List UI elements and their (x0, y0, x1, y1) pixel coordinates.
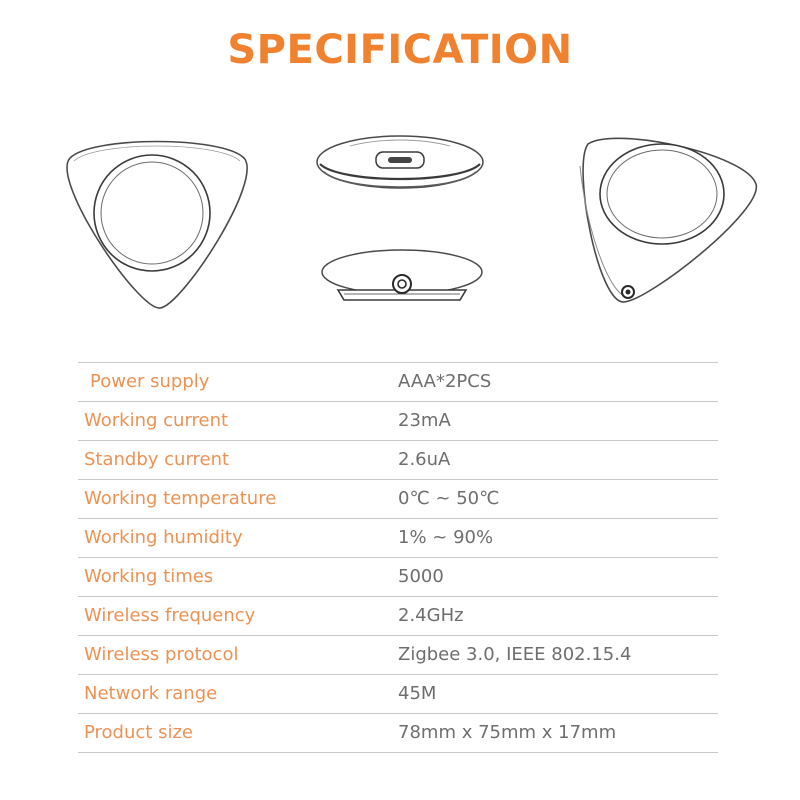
spec-label: Wireless frequency (84, 605, 256, 626)
spec-label: Network range (84, 683, 218, 704)
page-title: SPECIFICATION (227, 27, 573, 73)
device-angled-view (566, 126, 766, 310)
spec-label: Wireless protocol (84, 644, 239, 665)
spec-value: 45M (398, 683, 437, 704)
spec-value: 78mm x 75mm x 17mm (398, 722, 617, 743)
spec-label: Working temperature (84, 488, 277, 509)
spec-value: 0℃ ~ 50℃ (398, 488, 500, 509)
spec-value: 5000 (398, 566, 444, 587)
device-front-view (52, 128, 262, 318)
spec-row-working-current (78, 401, 718, 440)
spec-value: Zigbee 3.0, IEEE 802.15.4 (398, 644, 632, 665)
spec-value: 23mA (398, 410, 451, 431)
specification-table (78, 362, 718, 753)
spec-row-working-temperature (78, 479, 718, 518)
spec-row-standby-current (78, 440, 718, 479)
spec-label: Working current (84, 410, 229, 431)
spec-value: 2.4GHz (398, 605, 464, 626)
spec-value: AAA*2PCS (398, 371, 492, 392)
spec-label: Product size (84, 722, 193, 743)
device-side-view-button (314, 246, 490, 308)
spec-row-working-times (78, 557, 718, 596)
spec-label: Working humidity (84, 527, 243, 548)
device-side-view-switch (310, 132, 490, 198)
spec-row-wireless-protocol (78, 635, 718, 674)
spec-row-working-humidity (78, 518, 718, 557)
spec-row-power-supply (78, 362, 718, 401)
spec-row-product-size (78, 713, 718, 753)
spec-label: Working times (84, 566, 214, 587)
spec-label: Standby current (84, 449, 230, 470)
spec-row-wireless-frequency (78, 596, 718, 635)
spec-value: 1% ~ 90% (398, 527, 494, 548)
spec-label: Power supply (90, 371, 210, 392)
spec-value: 2.6uA (398, 449, 451, 470)
spec-row-network-range (78, 674, 718, 713)
